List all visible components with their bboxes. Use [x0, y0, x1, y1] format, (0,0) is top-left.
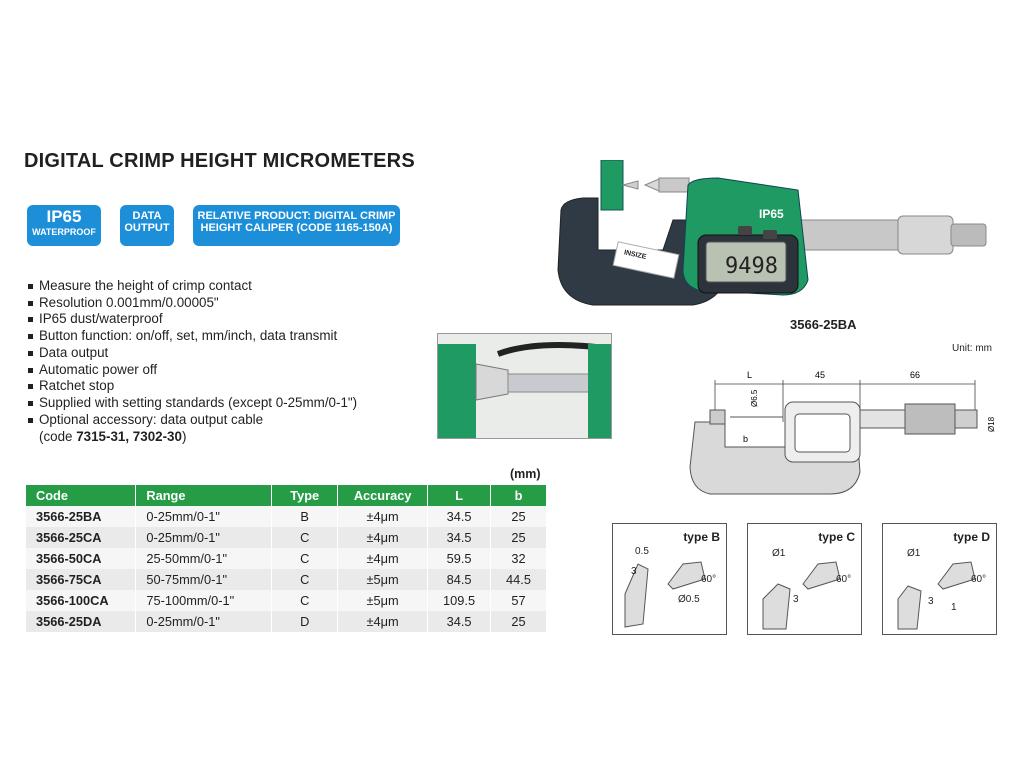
spindle-tip [645, 179, 659, 191]
ip65-label: IP65 [759, 207, 784, 221]
cell-range: 0-25mm/0-1" [136, 506, 272, 527]
cell-range: 0-25mm/0-1" [136, 527, 272, 548]
tip-body [898, 586, 921, 629]
relative-line1: RELATIVE PRODUCT: DIGITAL CRIMP [197, 210, 396, 222]
dim-b: b [743, 434, 749, 444]
spindle-rod [659, 178, 689, 192]
table-unit: (mm) [510, 467, 541, 481]
tip-label: Ø1 [907, 548, 921, 559]
header-b: b [491, 485, 547, 506]
tip-type-b [612, 523, 727, 635]
spindle-barrel [793, 220, 903, 250]
drawing-anvil [710, 410, 725, 424]
cell-b: 44.5 [491, 569, 547, 590]
cell-b: 25 [491, 506, 547, 527]
feature-item: Automatic power off [28, 362, 357, 379]
data-output-line2: OUTPUT [124, 221, 170, 234]
dimension-drawing [685, 362, 1005, 502]
tip-label: 60° [836, 574, 852, 585]
crimp-contact [476, 364, 508, 400]
cell-range: 25-50mm/0-1" [136, 548, 272, 569]
cell-code: 3566-25BA [26, 506, 136, 527]
tip-title: type B [683, 530, 720, 544]
anvil-tip [623, 181, 638, 189]
dim-66: 66 [910, 370, 921, 380]
closeup-inset [437, 333, 612, 439]
cable-prefix: (code [39, 429, 77, 444]
tip-type-c [747, 523, 862, 635]
tip-label: 3 [793, 594, 799, 605]
relative-line2: HEIGHT CALIPER (CODE 1165-150A) [200, 221, 393, 234]
table-row [26, 527, 547, 548]
cell-accuracy: ±4μm [338, 548, 428, 569]
cell-type: C [272, 590, 338, 611]
table-row [26, 590, 547, 611]
cell-b: 25 [491, 611, 547, 632]
cell-type: B [272, 506, 338, 527]
cable-suffix: ) [181, 429, 187, 444]
table-row [26, 611, 547, 632]
dim-l: L [747, 370, 753, 380]
feature-item: Button function: on/off, set, mm/inch, data transmit [28, 328, 357, 345]
tip-cone [938, 562, 975, 589]
feature-item: Resolution 0.001mm/0.00005" [28, 295, 357, 312]
tip-title: type D [953, 530, 990, 544]
cell-l: 34.5 [428, 506, 491, 527]
cell-l: 84.5 [428, 569, 491, 590]
cell-type: C [272, 527, 338, 548]
tip-title: type C [818, 530, 855, 544]
cell-range: 0-25mm/0-1" [136, 611, 272, 632]
data-output-line1: DATA [132, 210, 162, 222]
feature-item: IP65 dust/waterproof [28, 311, 357, 328]
cell-accuracy: ±4μm [338, 527, 428, 548]
header-range: Range [136, 485, 272, 506]
model-label: 3566-25BA [790, 317, 857, 332]
waterproof-text: WATERPROOF [32, 226, 96, 237]
tip-cone [803, 562, 840, 589]
drawing-ratchet [955, 410, 977, 428]
cell-b: 25 [491, 527, 547, 548]
tip-label: 60° [701, 574, 717, 585]
feature-item: Measure the height of crimp contact [28, 278, 357, 295]
button-right [763, 230, 777, 239]
ip65-badge [27, 205, 101, 246]
feature-item: Data output [28, 345, 357, 362]
dim-d65: Ø6.5 [750, 389, 759, 407]
relative-product-badge [193, 205, 400, 246]
cell-accuracy: ±4μm [338, 506, 428, 527]
cell-type: C [272, 569, 338, 590]
cell-l: 59.5 [428, 548, 491, 569]
header-code: Code [26, 485, 136, 506]
micrometer-photo [553, 160, 993, 315]
cell-l: 34.5 [428, 611, 491, 632]
table-header-row [26, 485, 547, 506]
tip-label: 60° [971, 574, 987, 585]
closeup-anvil [438, 344, 476, 439]
spec-table [26, 485, 547, 632]
header-type: Type [272, 485, 338, 506]
table-row [26, 548, 547, 569]
header-l: L [428, 485, 491, 506]
tip-label: Ø1 [772, 548, 786, 559]
tip-label: Ø0.5 [678, 594, 700, 605]
cell-range: 50-75mm/0-1" [136, 569, 272, 590]
cell-code: 3566-25DA [26, 611, 136, 632]
cable-code-values: 7315-31, 7302-30 [76, 429, 182, 444]
tip-type-d [882, 523, 997, 635]
table-row [26, 569, 547, 590]
tip-label: 0.5 [635, 546, 649, 557]
tip-cone [668, 562, 705, 589]
tip-label: 1 [951, 602, 957, 613]
cell-code: 3566-75CA [26, 569, 136, 590]
cell-code: 3566-50CA [26, 548, 136, 569]
feature-item: Supplied with setting standards (except 0-25mm/0-1") [28, 395, 357, 412]
brand-text: INSIZE [623, 249, 647, 261]
cell-code: 3566-100CA [26, 590, 136, 611]
cell-l: 109.5 [428, 590, 491, 611]
drawing-lcd [795, 414, 850, 452]
feature-item: Optional accessory: data output cable [28, 412, 357, 429]
button-left [738, 226, 752, 235]
tip-label: 3 [928, 596, 934, 607]
ratchet [951, 224, 986, 246]
tip-label: 3 [631, 566, 637, 577]
lcd-reading: 9498 [725, 254, 778, 279]
cell-range: 75-100mm/0-1" [136, 590, 272, 611]
cable-codes [39, 429, 186, 444]
feature-item: Ratchet stop [28, 378, 357, 395]
drawing-sleeve [860, 410, 905, 428]
cell-type: C [272, 548, 338, 569]
table-row [26, 506, 547, 527]
cell-b: 32 [491, 548, 547, 569]
cell-accuracy: ±5μm [338, 569, 428, 590]
header-accuracy: Accuracy [338, 485, 428, 506]
page-title: DIGITAL CRIMP HEIGHT MICROMETERS [24, 150, 415, 172]
dim-45: 45 [815, 370, 826, 380]
closeup-illustration [438, 334, 612, 439]
thimble [898, 216, 953, 254]
closeup-body [588, 344, 612, 439]
data-output-badge [120, 205, 174, 246]
cell-b: 57 [491, 590, 547, 611]
unit-label: Unit: mm [952, 343, 992, 354]
feature-list [28, 278, 357, 428]
cell-code: 3566-25CA [26, 527, 136, 548]
cell-type: D [272, 611, 338, 632]
ip65-text: IP65 [46, 207, 82, 226]
cell-accuracy: ±4μm [338, 611, 428, 632]
drawing-thimble [905, 404, 955, 434]
cell-accuracy: ±5μm [338, 590, 428, 611]
dim-d18: Ø18 [987, 416, 996, 432]
anvil-block [601, 160, 623, 210]
cell-l: 34.5 [428, 527, 491, 548]
tip-body [763, 584, 790, 629]
